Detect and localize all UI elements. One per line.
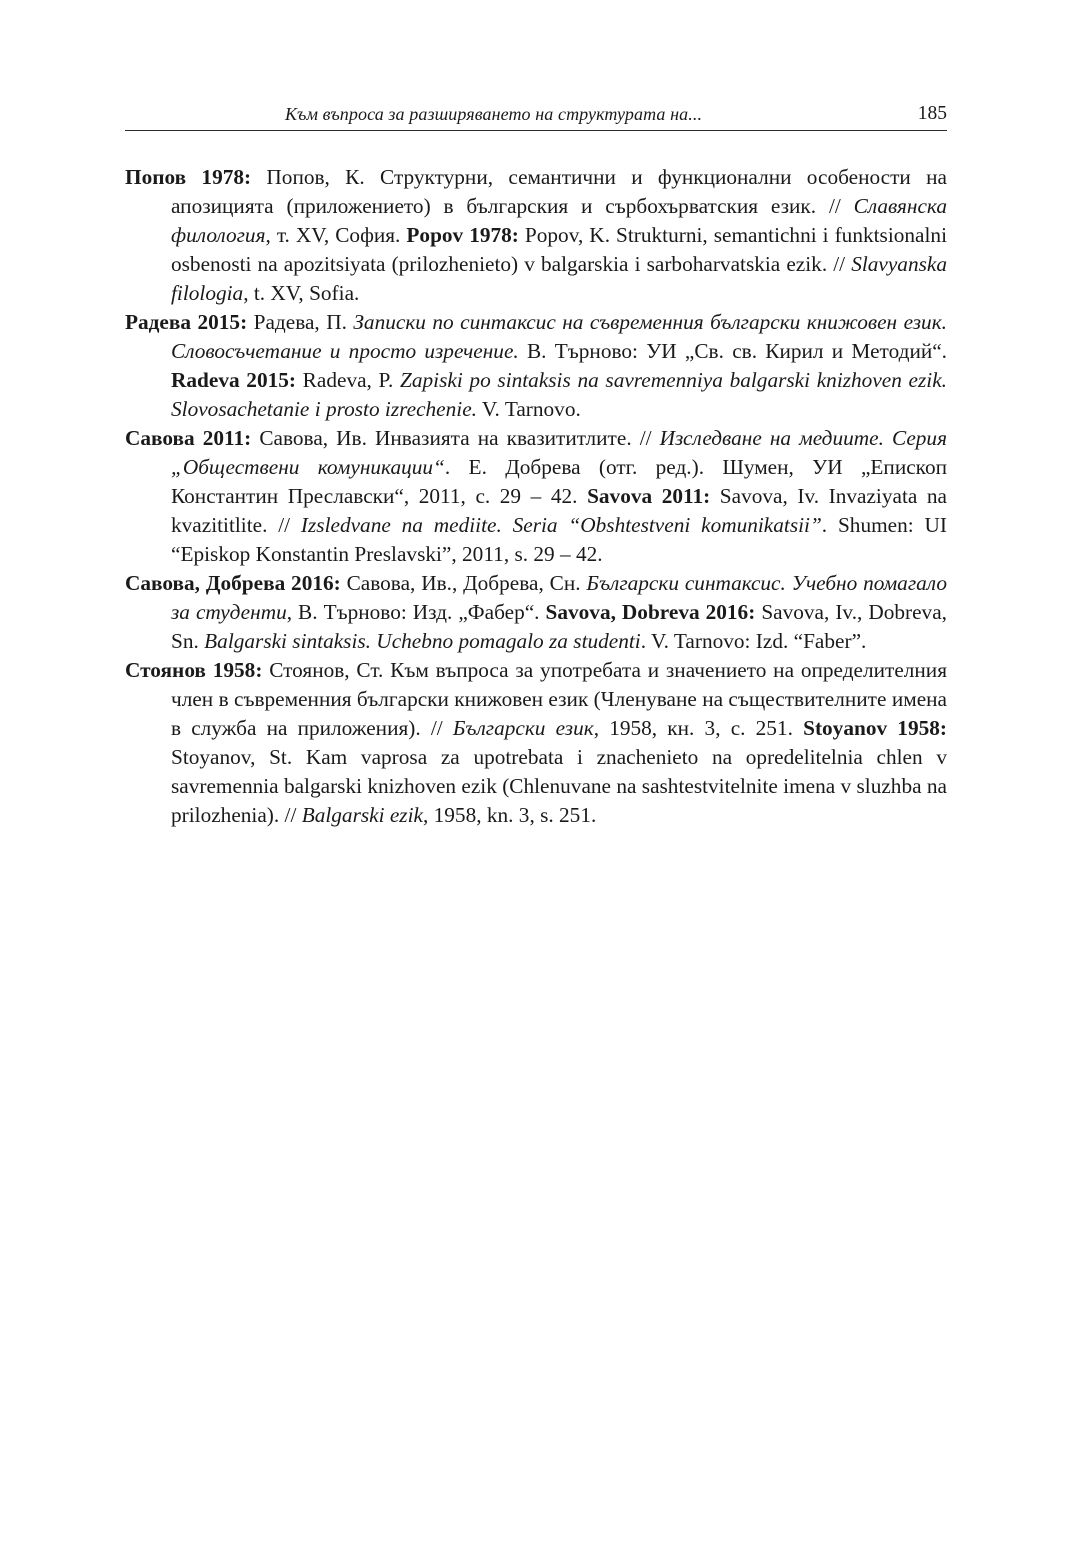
reference-text: V. Tarnovo. bbox=[476, 397, 581, 421]
reference-key: Стоянов 1958: bbox=[125, 658, 263, 682]
reference-text: , 1958, кн. 3, с. 251. bbox=[593, 716, 804, 740]
reference-entry-savova-dobreva-2016 bbox=[125, 569, 947, 656]
reference-key-translit: Savova, Dobreva 2016: bbox=[545, 600, 756, 624]
reference-text: Savova, Iv. Invaziyata na kvazititlite. // bbox=[171, 484, 947, 537]
reference-key: Попов 1978: bbox=[125, 165, 252, 189]
reference-key-translit: Savova 2011: bbox=[587, 484, 711, 508]
reference-title: Izsledvane na mediite. Seria “Obshtestveni komunikatsii” bbox=[300, 513, 822, 537]
reference-entry-savova-2011 bbox=[125, 424, 947, 569]
reference-key: Савова 2011: bbox=[125, 426, 252, 450]
reference-text: Савова, Ив., Добрева, Сн. bbox=[340, 571, 587, 595]
reference-journal: Български език bbox=[452, 716, 594, 740]
reference-text: . V. Tarnovo: Izd. “Faber”. bbox=[640, 629, 867, 653]
page-number: 185 bbox=[917, 103, 947, 124]
reference-text: , В. Търново: Изд. „Фабер“. bbox=[286, 600, 546, 624]
reference-title: Записки по синтаксис на съвременния български книжовен език. Словосъчетание и просто изречение. bbox=[171, 310, 947, 363]
reference-text: Stoyanov, St. Kam vaprosa za upotrebata i znachenieto na opredelitelnia chlen v savremennia balgarski knizhoven ezik (Chlenuvane na sashtestvitelnite imena v sluzhba na prilozhenia). // bbox=[171, 745, 947, 827]
reference-text: Radeva, P. bbox=[296, 368, 401, 392]
reference-text: , t. XV, Sofia. bbox=[243, 281, 360, 305]
reference-text: В. Търново: УИ „Св. св. Кирил и Методий“. bbox=[518, 339, 948, 363]
reference-entry-popov-1978 bbox=[125, 163, 947, 308]
reference-title: Български синтаксис. Учебно помагало за студенти bbox=[171, 571, 947, 624]
reference-text: Попов, К. Структурни, семантични и функционални особености на апозицията (приложението) в българския и сърбохърватския език. // bbox=[171, 165, 947, 218]
reference-text: . Е. Добрева (отг. ред.). Шумен, УИ „Епископ Константин Преславски“, 2011, с. 29 – 42. bbox=[171, 455, 947, 508]
reference-entry-radeva-2015 bbox=[125, 308, 947, 424]
reference-title: Изследване на медиите. Серия „Обществени комуникации“ bbox=[171, 426, 947, 479]
reference-journal: Balgarski ezik bbox=[301, 803, 423, 827]
reference-journal: Славянска филология bbox=[171, 194, 947, 247]
reference-text: Радева, П. bbox=[247, 310, 354, 334]
reference-title: Balgarski sintaksis. Uchebno pomagalo za studenti bbox=[204, 629, 641, 653]
reference-list bbox=[125, 163, 947, 830]
reference-text: , 1958, kn. 3, s. 251. bbox=[422, 803, 597, 827]
page-header bbox=[125, 100, 947, 131]
reference-text: . Shumen: UI “Episkop Konstantin Preslavski”, 2011, s. 29 – 42. bbox=[171, 513, 947, 566]
running-title: Към въпроса за разширяването на структурата на... bbox=[285, 104, 703, 124]
reference-key: Савова, Добрева 2016: bbox=[125, 571, 341, 595]
reference-text: Savova, Iv., Dobreva, Sn. bbox=[171, 600, 947, 653]
reference-key: Радева 2015: bbox=[125, 310, 248, 334]
reference-key-translit: Radeva 2015: bbox=[171, 368, 296, 392]
reference-text: Стоянов, Ст. Към въпроса за употребата и значението на определителния член в съвременния български книжовен език (Членуване на съществителните имена в служба на приложения). // bbox=[171, 658, 947, 740]
reference-title: Zapiski po sintaksis na savremenniya balgarski knizhoven ezik. Slovosachetanie i prosto izrechenie. bbox=[171, 368, 947, 421]
reference-text: Савова, Ив. Инвазията на квазититлите. // bbox=[251, 426, 660, 450]
reference-text: , т. XV, София. bbox=[265, 223, 407, 247]
reference-text: Popov, K. Strukturni, semantichni i funktsionalni osbenosti na apozitsiyata (prilozhenieto) v balgarskia i sarboharvatskia ezik. // bbox=[171, 223, 947, 276]
reference-key-translit: Popov 1978: bbox=[406, 223, 519, 247]
reference-key-translit: Stoyanov 1958: bbox=[803, 716, 947, 740]
reference-entry-stoyanov-1958 bbox=[125, 656, 947, 830]
reference-journal: Slavyanska filologia bbox=[171, 252, 947, 305]
